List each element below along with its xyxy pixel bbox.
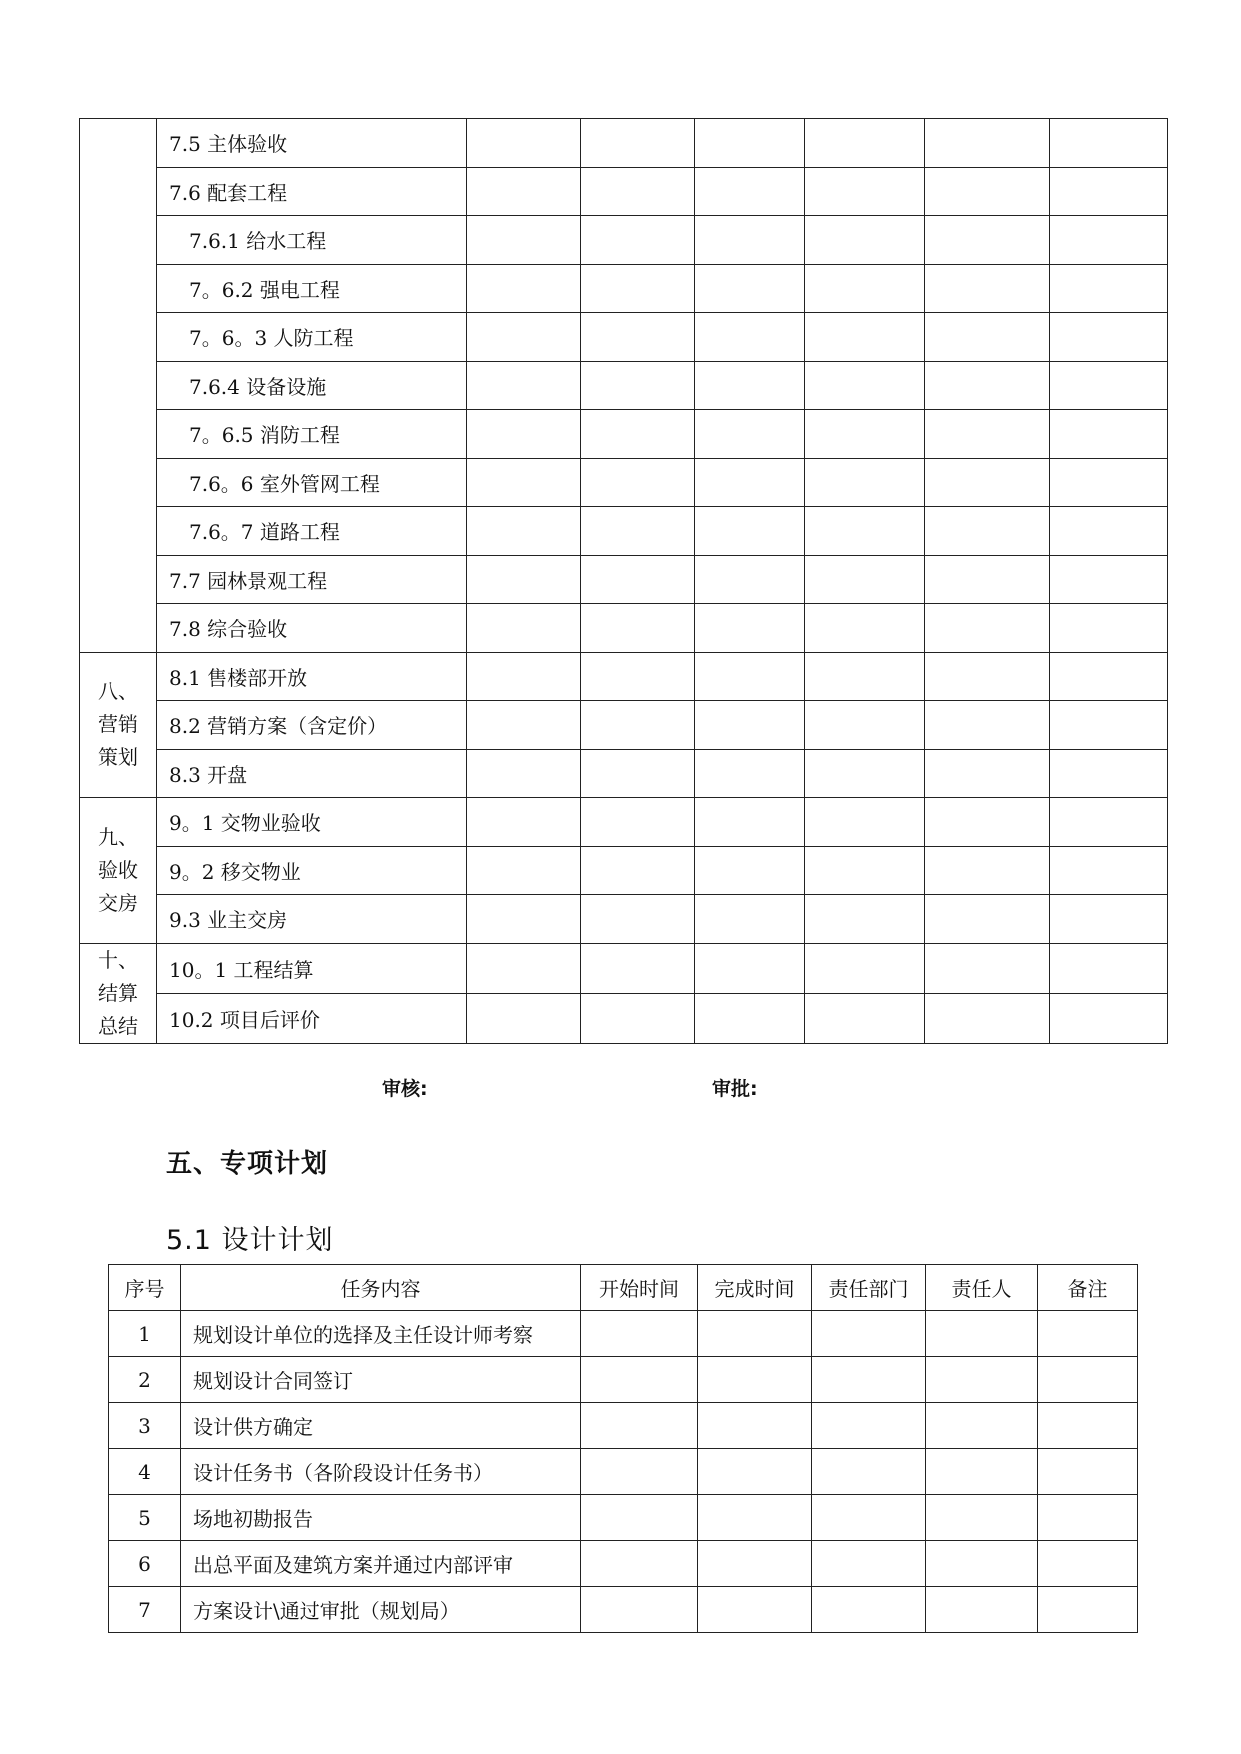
empty-cell xyxy=(467,167,581,216)
empty-cell xyxy=(695,216,805,265)
empty-cell xyxy=(925,119,1050,168)
review-label: 审核: xyxy=(382,1078,428,1100)
empty-cell xyxy=(925,313,1050,362)
schedule-row xyxy=(80,167,1168,216)
empty-cell xyxy=(581,1449,698,1495)
empty-cell xyxy=(581,1495,698,1541)
empty-cell xyxy=(812,1403,926,1449)
empty-cell xyxy=(805,701,925,750)
empty-cell xyxy=(581,361,695,410)
row-number: 1 xyxy=(109,1311,181,1357)
empty-cell xyxy=(695,798,805,847)
empty-cell xyxy=(1050,555,1168,604)
empty-cell xyxy=(695,458,805,507)
task-cell: 9。1 交物业验收 xyxy=(157,798,467,847)
category-cell xyxy=(80,119,157,653)
empty-cell xyxy=(467,458,581,507)
empty-cell xyxy=(581,652,695,701)
empty-cell xyxy=(1050,313,1168,362)
empty-cell xyxy=(581,1587,698,1633)
row-number: 7 xyxy=(109,1587,181,1633)
empty-cell xyxy=(581,555,695,604)
empty-cell xyxy=(467,652,581,701)
empty-cell xyxy=(1038,1357,1138,1403)
task-cell: 8.2 营销方案（含定价） xyxy=(157,701,467,750)
task-cell: 7.5 主体验收 xyxy=(157,119,467,168)
empty-cell xyxy=(1050,652,1168,701)
empty-cell xyxy=(467,264,581,313)
empty-cell xyxy=(805,410,925,459)
empty-cell xyxy=(695,846,805,895)
schedule-row xyxy=(80,361,1168,410)
empty-cell xyxy=(581,119,695,168)
empty-cell xyxy=(805,993,925,1043)
empty-cell xyxy=(926,1403,1038,1449)
task-cell: 7.8 综合验收 xyxy=(157,604,467,653)
schedule-row xyxy=(80,652,1168,701)
empty-cell xyxy=(695,604,805,653)
empty-cell xyxy=(581,993,695,1043)
schedule-row xyxy=(80,313,1168,362)
empty-cell xyxy=(925,604,1050,653)
empty-cell xyxy=(805,652,925,701)
empty-cell xyxy=(581,604,695,653)
empty-cell xyxy=(467,798,581,847)
task-cell: 7。6.5 消防工程 xyxy=(157,410,467,459)
task-content: 方案设计\通过审批（规划局） xyxy=(181,1587,581,1633)
empty-cell xyxy=(926,1541,1038,1587)
empty-cell xyxy=(925,361,1050,410)
schedule-row xyxy=(80,410,1168,459)
empty-cell xyxy=(925,943,1050,993)
empty-cell xyxy=(812,1495,926,1541)
schedule-row xyxy=(80,749,1168,798)
subsection-heading: 5.1 设计计划 xyxy=(166,1225,334,1256)
empty-cell xyxy=(695,264,805,313)
empty-cell xyxy=(1038,1403,1138,1449)
empty-cell xyxy=(925,895,1050,944)
task-cell: 9。2 移交物业 xyxy=(157,846,467,895)
empty-cell xyxy=(926,1311,1038,1357)
empty-cell xyxy=(926,1495,1038,1541)
category-cell xyxy=(80,652,157,798)
empty-cell xyxy=(695,361,805,410)
task-cell: 7。6.2 强电工程 xyxy=(157,264,467,313)
empty-cell xyxy=(1050,410,1168,459)
schedule-row xyxy=(80,846,1168,895)
empty-cell xyxy=(695,167,805,216)
empty-cell xyxy=(695,555,805,604)
category-cell xyxy=(80,943,157,1043)
empty-cell xyxy=(805,943,925,993)
schedule-row xyxy=(80,507,1168,556)
empty-cell xyxy=(698,1357,812,1403)
empty-cell xyxy=(1050,993,1168,1043)
empty-cell xyxy=(805,119,925,168)
task-cell: 10。1 工程结算 xyxy=(157,943,467,993)
empty-cell xyxy=(695,895,805,944)
empty-cell xyxy=(695,313,805,362)
design-plan-row xyxy=(109,1541,1138,1587)
row-number: 2 xyxy=(109,1357,181,1403)
category-line: 营销 xyxy=(98,712,138,737)
task-cell: 7.6.1 给水工程 xyxy=(157,216,467,265)
task-cell: 7.6。6 室外管网工程 xyxy=(157,458,467,507)
task-cell: 8.3 开盘 xyxy=(157,749,467,798)
empty-cell xyxy=(925,167,1050,216)
empty-cell xyxy=(925,216,1050,265)
schedule-row xyxy=(80,943,1168,993)
empty-cell xyxy=(698,1587,812,1633)
empty-cell xyxy=(925,993,1050,1043)
empty-cell xyxy=(695,410,805,459)
column-header: 开始时间 xyxy=(581,1265,698,1311)
empty-cell xyxy=(925,410,1050,459)
empty-cell xyxy=(1050,507,1168,556)
empty-cell xyxy=(698,1403,812,1449)
column-header: 序号 xyxy=(109,1265,181,1311)
empty-cell xyxy=(467,701,581,750)
empty-cell xyxy=(1050,943,1168,993)
row-number: 5 xyxy=(109,1495,181,1541)
task-cell: 7.6 配套工程 xyxy=(157,167,467,216)
empty-cell xyxy=(805,555,925,604)
category-line: 策划 xyxy=(98,745,138,770)
empty-cell xyxy=(581,798,695,847)
empty-cell xyxy=(581,167,695,216)
design-plan-table xyxy=(108,1264,1138,1633)
empty-cell xyxy=(581,507,695,556)
empty-cell xyxy=(925,555,1050,604)
empty-cell xyxy=(1050,749,1168,798)
category-line: 九、 xyxy=(98,824,138,849)
task-cell: 7。6。3 人防工程 xyxy=(157,313,467,362)
empty-cell xyxy=(467,555,581,604)
empty-cell xyxy=(695,701,805,750)
category-line: 总结 xyxy=(98,1013,138,1038)
empty-cell xyxy=(695,119,805,168)
task-cell: 10.2 项目后评价 xyxy=(157,993,467,1043)
empty-cell xyxy=(1050,216,1168,265)
column-header: 责任人 xyxy=(926,1265,1038,1311)
empty-cell xyxy=(925,749,1050,798)
design-plan-row xyxy=(109,1357,1138,1403)
empty-cell xyxy=(1050,895,1168,944)
column-header: 备注 xyxy=(1038,1265,1138,1311)
design-plan-row xyxy=(109,1587,1138,1633)
empty-cell xyxy=(1050,458,1168,507)
schedule-row xyxy=(80,119,1168,168)
row-number: 3 xyxy=(109,1403,181,1449)
empty-cell xyxy=(925,507,1050,556)
empty-cell xyxy=(467,410,581,459)
category-line: 十、 xyxy=(98,947,138,972)
empty-cell xyxy=(805,798,925,847)
column-header: 任务内容 xyxy=(181,1265,581,1311)
task-content: 出总平面及建筑方案并通过内部评审 xyxy=(181,1541,581,1587)
category-line: 结算 xyxy=(98,980,138,1005)
task-cell: 7.7 园林景观工程 xyxy=(157,555,467,604)
empty-cell xyxy=(698,1541,812,1587)
empty-cell xyxy=(695,749,805,798)
empty-cell xyxy=(925,701,1050,750)
empty-cell xyxy=(581,1403,698,1449)
empty-cell xyxy=(1038,1495,1138,1541)
design-plan-row xyxy=(109,1449,1138,1495)
empty-cell xyxy=(467,943,581,993)
empty-cell xyxy=(467,846,581,895)
schedule-table xyxy=(79,118,1168,1044)
schedule-row xyxy=(80,604,1168,653)
empty-cell xyxy=(581,1311,698,1357)
schedule-row xyxy=(80,216,1168,265)
empty-cell xyxy=(805,458,925,507)
schedule-row xyxy=(80,458,1168,507)
empty-cell xyxy=(581,1357,698,1403)
empty-cell xyxy=(1050,798,1168,847)
empty-cell xyxy=(695,507,805,556)
schedule-row xyxy=(80,701,1168,750)
row-number: 6 xyxy=(109,1541,181,1587)
empty-cell xyxy=(805,895,925,944)
schedule-table-body xyxy=(80,119,1168,1044)
design-plan-row xyxy=(109,1495,1138,1541)
empty-cell xyxy=(581,701,695,750)
empty-cell xyxy=(925,846,1050,895)
task-cell: 8.1 售楼部开放 xyxy=(157,652,467,701)
empty-cell xyxy=(812,1311,926,1357)
approve-label: 审批: xyxy=(712,1078,758,1100)
empty-cell xyxy=(1050,361,1168,410)
category-line: 八、 xyxy=(98,679,138,704)
empty-cell xyxy=(467,895,581,944)
empty-cell xyxy=(581,943,695,993)
empty-cell xyxy=(925,458,1050,507)
empty-cell xyxy=(695,993,805,1043)
empty-cell xyxy=(467,604,581,653)
category-cell xyxy=(80,798,157,944)
task-content: 场地初勘报告 xyxy=(181,1495,581,1541)
task-cell: 9.3 业主交房 xyxy=(157,895,467,944)
empty-cell xyxy=(1038,1541,1138,1587)
category-line: 验收 xyxy=(98,857,138,882)
empty-cell xyxy=(581,458,695,507)
schedule-row xyxy=(80,555,1168,604)
empty-cell xyxy=(805,216,925,265)
empty-cell xyxy=(1050,701,1168,750)
empty-cell xyxy=(805,749,925,798)
empty-cell xyxy=(812,1449,926,1495)
task-cell: 7.6。7 道路工程 xyxy=(157,507,467,556)
task-content: 设计任务书（各阶段设计任务书） xyxy=(181,1449,581,1495)
empty-cell xyxy=(925,652,1050,701)
empty-cell xyxy=(805,846,925,895)
empty-cell xyxy=(467,119,581,168)
schedule-row xyxy=(80,264,1168,313)
empty-cell xyxy=(1038,1587,1138,1633)
empty-cell xyxy=(467,361,581,410)
empty-cell xyxy=(805,604,925,653)
design-plan-row xyxy=(109,1403,1138,1449)
empty-cell xyxy=(698,1449,812,1495)
empty-cell xyxy=(805,167,925,216)
empty-cell xyxy=(581,313,695,362)
empty-cell xyxy=(467,507,581,556)
empty-cell xyxy=(925,798,1050,847)
task-content: 设计供方确定 xyxy=(181,1403,581,1449)
row-number: 4 xyxy=(109,1449,181,1495)
column-header: 完成时间 xyxy=(698,1265,812,1311)
empty-cell xyxy=(467,749,581,798)
empty-cell xyxy=(805,507,925,556)
empty-cell xyxy=(1050,846,1168,895)
empty-cell xyxy=(1038,1449,1138,1495)
schedule-row xyxy=(80,895,1168,944)
empty-cell xyxy=(926,1587,1038,1633)
task-cell: 7.6.4 设备设施 xyxy=(157,361,467,410)
empty-cell xyxy=(805,313,925,362)
empty-cell xyxy=(467,993,581,1043)
empty-cell xyxy=(925,264,1050,313)
empty-cell xyxy=(581,264,695,313)
empty-cell xyxy=(812,1587,926,1633)
empty-cell xyxy=(581,895,695,944)
empty-cell xyxy=(812,1541,926,1587)
empty-cell xyxy=(581,1541,698,1587)
schedule-row xyxy=(80,993,1168,1043)
empty-cell xyxy=(698,1311,812,1357)
category-line: 交房 xyxy=(98,890,138,915)
empty-cell xyxy=(812,1357,926,1403)
design-plan-table-body xyxy=(109,1311,1138,1633)
empty-cell xyxy=(467,313,581,362)
design-plan-row xyxy=(109,1311,1138,1357)
empty-cell xyxy=(926,1357,1038,1403)
schedule-row xyxy=(80,798,1168,847)
empty-cell xyxy=(805,361,925,410)
task-content: 规划设计单位的选择及主任设计师考察 xyxy=(181,1311,581,1357)
empty-cell xyxy=(695,652,805,701)
column-header: 责任部门 xyxy=(812,1265,926,1311)
section-heading: 五、专项计划 xyxy=(166,1149,329,1179)
empty-cell xyxy=(695,943,805,993)
empty-cell xyxy=(698,1495,812,1541)
empty-cell xyxy=(1050,604,1168,653)
empty-cell xyxy=(1050,167,1168,216)
empty-cell xyxy=(581,749,695,798)
empty-cell xyxy=(467,216,581,265)
task-content: 规划设计合同签订 xyxy=(181,1357,581,1403)
empty-cell xyxy=(1050,119,1168,168)
design-plan-header-row xyxy=(109,1265,1138,1311)
empty-cell xyxy=(926,1449,1038,1495)
empty-cell xyxy=(1038,1311,1138,1357)
empty-cell xyxy=(581,216,695,265)
empty-cell xyxy=(581,410,695,459)
empty-cell xyxy=(805,264,925,313)
empty-cell xyxy=(1050,264,1168,313)
empty-cell xyxy=(581,846,695,895)
